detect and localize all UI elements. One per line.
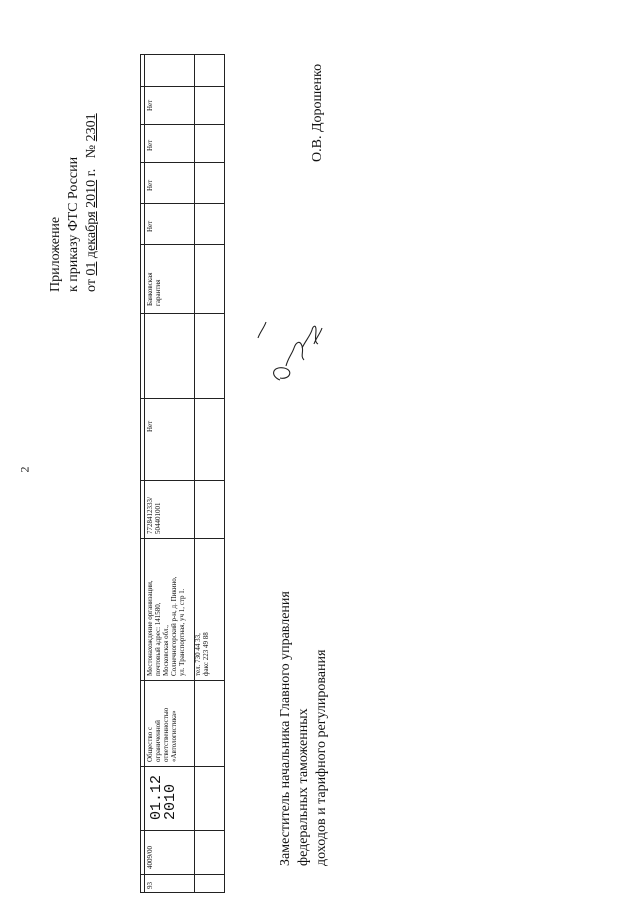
- address-line: [186, 576, 194, 676]
- row-none-3: Нет: [146, 179, 154, 191]
- order-date-prefix: от: [84, 279, 99, 292]
- row-guarantee: [146, 273, 162, 306]
- address-line: факс 223 49 88: [202, 632, 210, 676]
- row-index: 93: [146, 882, 154, 889]
- page-number: 2: [17, 466, 32, 473]
- address-line: Солнечногорский р-н, д. Пикино,: [170, 576, 178, 676]
- row-sep: [140, 480, 225, 481]
- guarantee-line: Банковская: [146, 272, 154, 306]
- order-reference: к приказу ФТС России: [66, 156, 81, 292]
- org-name-line: Общество с: [146, 726, 154, 762]
- row-sep: [140, 54, 225, 55]
- row-date: [150, 775, 178, 820]
- table-border-bottom: [140, 892, 225, 893]
- appendix-title: Приложение: [48, 216, 63, 292]
- row-sep: [140, 398, 225, 399]
- row-none-2: Нет: [146, 220, 154, 232]
- row-none-4: Нет: [146, 139, 154, 151]
- row-sep: [140, 766, 225, 767]
- row-sep: [140, 680, 225, 681]
- handwritten-signature: [250, 318, 330, 388]
- signatory-title-line2: федеральных таможенных: [296, 708, 311, 866]
- kpp-line: 504401001: [154, 502, 162, 534]
- row-inn-kpp: [146, 497, 162, 534]
- row-org-name: [146, 708, 178, 762]
- address-line: Местонахождение организации,: [146, 580, 154, 676]
- signatory-title-line1: Заместитель начальника Главного управления: [278, 591, 293, 866]
- row-none-5: Нет: [146, 99, 154, 111]
- order-month: декабря: [84, 211, 99, 259]
- address-line: почтовый адрес: 141580,: [154, 602, 162, 676]
- address-line: Московская обл.,: [162, 625, 170, 676]
- address-line: ул. Транспортная, уч 1, стр 1.: [178, 588, 186, 676]
- order-number-sign: №: [84, 144, 99, 159]
- signatory-title-line3: доходов и тарифного регулирования: [314, 649, 329, 866]
- address-line: тел. 730 44 33,: [194, 633, 202, 676]
- inn-line: 7728412333/: [146, 497, 154, 534]
- row-sep: [140, 86, 225, 87]
- row-address: [146, 576, 210, 676]
- order-day: 01: [84, 261, 99, 276]
- org-name-line: «Автологистика»: [170, 710, 178, 762]
- order-year-suffix: г.: [84, 168, 99, 177]
- row-sep: [140, 244, 225, 245]
- signatory-name: О.В. Дорошенко: [310, 63, 325, 162]
- row-sep: [140, 203, 225, 204]
- order-year: 2010: [84, 179, 99, 208]
- row-date-year: 2010: [162, 783, 179, 820]
- order-number: 2301: [84, 113, 99, 142]
- row-sep: [140, 313, 225, 314]
- row-none-1: Нет: [146, 420, 154, 432]
- row-sep: [140, 874, 225, 875]
- row-sep: [140, 830, 225, 831]
- row-sep: [140, 124, 225, 125]
- row-date-day-month: 01.12: [148, 774, 165, 820]
- row-code: 4009/00: [146, 846, 154, 869]
- org-name-line: ответственностью: [162, 707, 170, 762]
- row-sep: [140, 162, 225, 163]
- org-name-line: ограниченной: [154, 720, 162, 762]
- row-sep: [140, 538, 225, 539]
- guarantee-line: гарантия: [154, 279, 162, 306]
